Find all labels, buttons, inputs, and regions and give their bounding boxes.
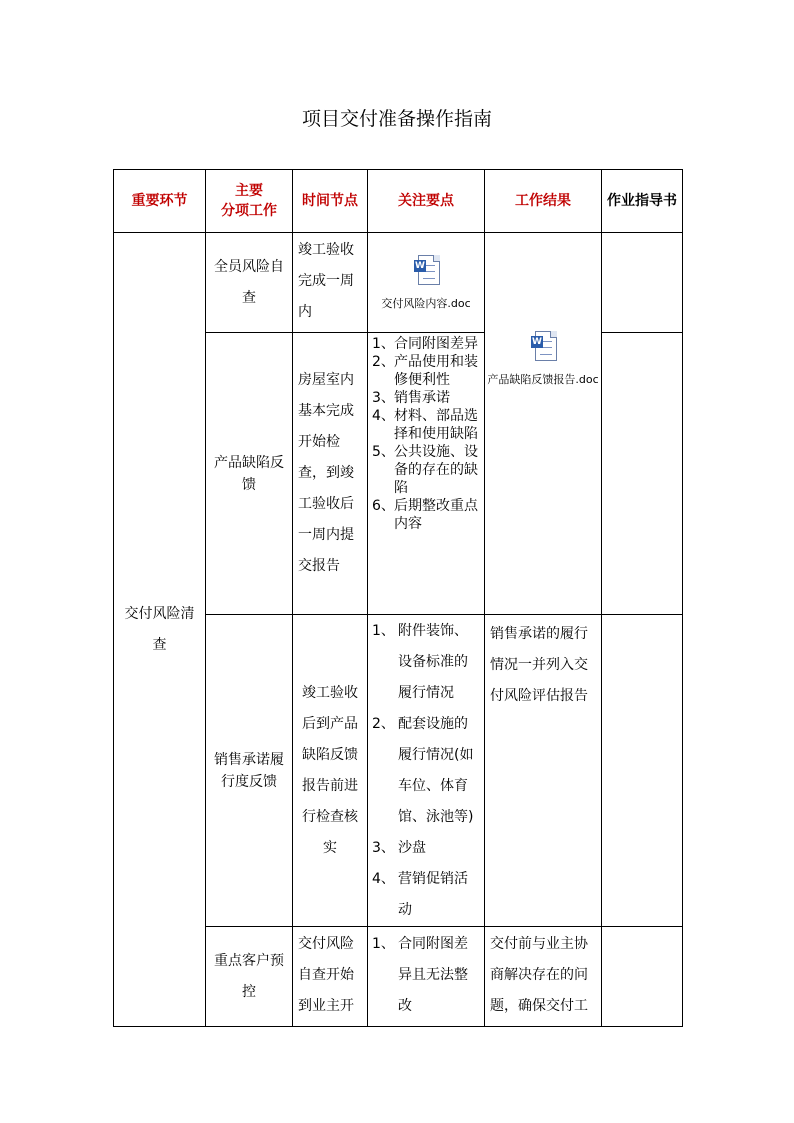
word-document-icon[interactable]: W <box>531 331 555 361</box>
result-cell: 销售承诺的履行情况一并列入交付风险评估报告 <box>485 615 602 927</box>
attachment-filename[interactable]: 交付风险内容.doc <box>381 297 471 310</box>
list-item: 2、 配套设施的履行情况(如车位、体育馆、泳池等) <box>372 716 474 825</box>
page-title: 项目交付准备操作指南 <box>301 108 492 130</box>
header-stage: 重要环节 <box>114 170 206 233</box>
guide-cell <box>602 233 683 333</box>
result-attachment-filename[interactable]: 产品缺陷反馈报告.doc <box>487 373 599 386</box>
header-points: 关注要点 <box>368 170 485 233</box>
task-cell: 全员风险自查 <box>206 233 293 333</box>
header-guide: 作业指导书 <box>602 170 683 233</box>
header-task: 主要 分项工作 <box>206 170 293 233</box>
time-cell: 交付风险自查开始到业主开 <box>293 927 368 1027</box>
list-item: 2、 产品使用和装修便利性 <box>372 354 478 388</box>
header-time: 时间节点 <box>293 170 368 233</box>
guide-cell <box>602 927 683 1027</box>
time-cell: 竣工验收完成一周内 <box>293 233 368 333</box>
list-item: 1、 合同附图差异且无法整改 <box>372 936 468 1014</box>
stage-cell: 交付风险清查 <box>114 233 206 1027</box>
list-item: 5、 公共设施、设备的存在的缺陷 <box>372 444 478 496</box>
list-item: 4、 材料、部品选择和使用缺陷 <box>372 408 478 442</box>
time-cell: 房屋室内基本完成开始检查，到竣工验收后一周内提交报告 <box>293 333 368 615</box>
guide-table <box>113 169 683 1027</box>
time-cell: 竣工验收后到产品缺陷反馈报告前进行检查核实 <box>293 615 368 927</box>
table-row <box>114 233 683 333</box>
points-cell <box>368 615 485 927</box>
points-cell <box>368 333 485 615</box>
list-item: 4、 营销促销活动 <box>372 871 468 918</box>
result-attachment-cell[interactable] <box>485 233 602 615</box>
points-list <box>368 616 484 926</box>
task-cell: 重点客户预控 <box>206 927 293 1027</box>
list-item: 3、 沙盘 <box>372 840 426 856</box>
points-list <box>368 929 484 1022</box>
header-row <box>114 170 683 233</box>
points-list <box>368 335 484 533</box>
points-cell <box>368 927 485 1027</box>
task-cell: 产品缺陷反馈 <box>206 333 293 615</box>
attachment-cell[interactable] <box>368 233 485 333</box>
list-item: 1、 合同附图差异 <box>372 336 478 352</box>
list-item: 3、 销售承诺 <box>372 390 450 406</box>
word-document-icon[interactable]: W <box>414 255 438 285</box>
task-cell: 销售承诺履行度反馈 <box>206 615 293 927</box>
header-result: 工作结果 <box>485 170 602 233</box>
list-item: 6、 后期整改重点内容 <box>372 498 478 532</box>
list-item: 1、 附件装饰、设备标准的履行情况 <box>372 623 468 701</box>
guide-cell <box>602 333 683 615</box>
result-cell: 交付前与业主协商解决存在的问题，确保交付工 <box>485 927 602 1027</box>
guide-cell <box>602 615 683 927</box>
